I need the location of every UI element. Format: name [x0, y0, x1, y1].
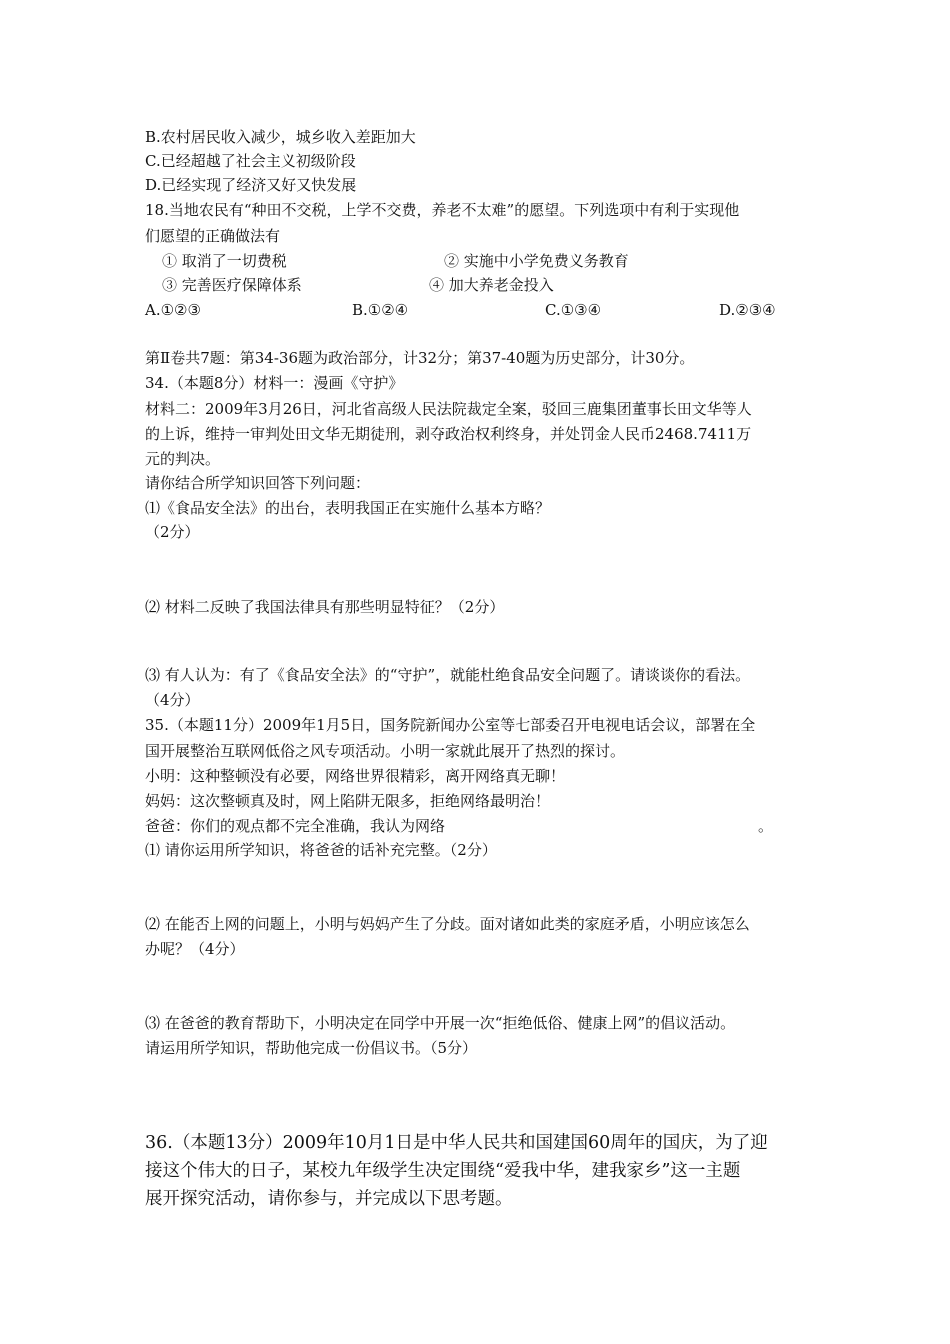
q35-head-line1: 35.（本题11分）2009年1月5日，国务院新闻办公室等七部委召开电视电话会议，部署在全: [145, 716, 756, 734]
q18-item-2: ② 实施中小学免费义务教育: [444, 252, 629, 270]
q35-mama: 妈妈：这次整顿真及时，网上陷阱无限多，拒绝网络最明治！: [145, 792, 551, 810]
q35-sub2-line2: 办呢？（4分）: [145, 940, 245, 958]
q35-baba: 爸爸：你们的观点都不完全准确，我认为网络: [145, 817, 446, 835]
q18-stem-line1: 18.当地农民有“种田不交税，上学不交费，养老不太难”的愿望。下列选项中有利于实现他: [145, 201, 740, 219]
q34-sub1-line2: （2分）: [145, 523, 200, 541]
q36-line2: 接这个伟大的日子，某校九年级学生决定围绕“爱我中华，建我家乡”这一主题: [145, 1161, 741, 1181]
q18-stem-line2: 们愿望的正确做法有: [145, 227, 281, 245]
part2-intro: 第Ⅱ卷共7题：第34-36题为政治部分，计32分；第37-40题为历史部分，计30分。: [145, 349, 695, 367]
q34-prompt: 请你结合所学知识回答下列问题：: [145, 474, 371, 492]
q34-sub3-line1: ⑶ 有人认为：有了《食品安全法》的“守护”，就能杜绝食品安全问题了。请谈谈你的看法。: [145, 666, 751, 684]
q34-material2-line2: 的上诉，维持一审判处田文华无期徒刑，剥夺政治权利终身，并处罚金人民币2468.7411万: [145, 425, 752, 443]
q36-line1: 36.（本题13分）2009年10月1日是中华人民共和国建国60周年的国庆，为了迎: [145, 1133, 768, 1153]
q34-sub2: ⑵ 材料二反映了我国法律具有那些明显特征？（2分）: [145, 598, 505, 616]
q34-material2-line3: 元的判决。: [145, 450, 221, 468]
q35-baba-end: 。: [758, 817, 774, 835]
q17-option-b: B.农村居民收入减少，城乡收入差距加大: [145, 128, 416, 146]
q18-choice-c: C.①③④: [545, 301, 602, 319]
q34-sub1-line1: ⑴《食品安全法》的出台，表明我国正在实施什么基本方略？: [145, 499, 551, 517]
q18-choice-d: D.②③④: [719, 301, 776, 319]
q34-material2-line1: 材料二：2009年3月26日，河北省高级人民法院裁定全案，驳回三鹿集团董事长田文华等人: [145, 400, 752, 418]
q18-choice-a: A.①②③: [145, 301, 201, 319]
q17-option-d: D.已经实现了经济又好又快发展: [145, 176, 357, 194]
q18-item-4: ④ 加大养老金投入: [429, 276, 554, 294]
q34-sub3-line2: （4分）: [145, 691, 200, 709]
q35-sub3-line1: ⑶ 在爸爸的教育帮助下，小明决定在同学中开展一次“拒绝低俗、健康上网”的倡议活动。: [145, 1014, 736, 1032]
q35-sub2-line1: ⑵ 在能否上网的问题上，小明与妈妈产生了分歧。面对诸如此类的家庭矛盾，小明应该怎么: [145, 915, 750, 933]
q34-head: 34.（本题8分）材料一：漫画《守护》: [145, 374, 404, 392]
q35-sub3-line2: 请运用所学知识，帮助他完成一份倡议书。（5分）: [145, 1039, 478, 1057]
q17-option-c: C.已经超越了社会主义初级阶段: [145, 152, 356, 170]
q18-item-1: ① 取消了一切费税: [162, 252, 287, 270]
q35-head-line2: 国开展整治互联网低俗之风专项活动。小明一家就此展开了热烈的探讨。: [145, 742, 626, 760]
q18-choice-b: B.①②④: [352, 301, 409, 319]
q35-sub1: ⑴ 请你运用所学知识，将爸爸的话补充完整。（2分）: [145, 841, 497, 859]
q35-xiaoming: 小明：这种整顿没有必要，网络世界很精彩，离开网络真无聊！: [145, 767, 566, 785]
q36-line3: 展开探究活动，请你参与，并完成以下思考题。: [145, 1189, 513, 1209]
q18-item-3: ③ 完善医疗保障体系: [162, 276, 302, 294]
